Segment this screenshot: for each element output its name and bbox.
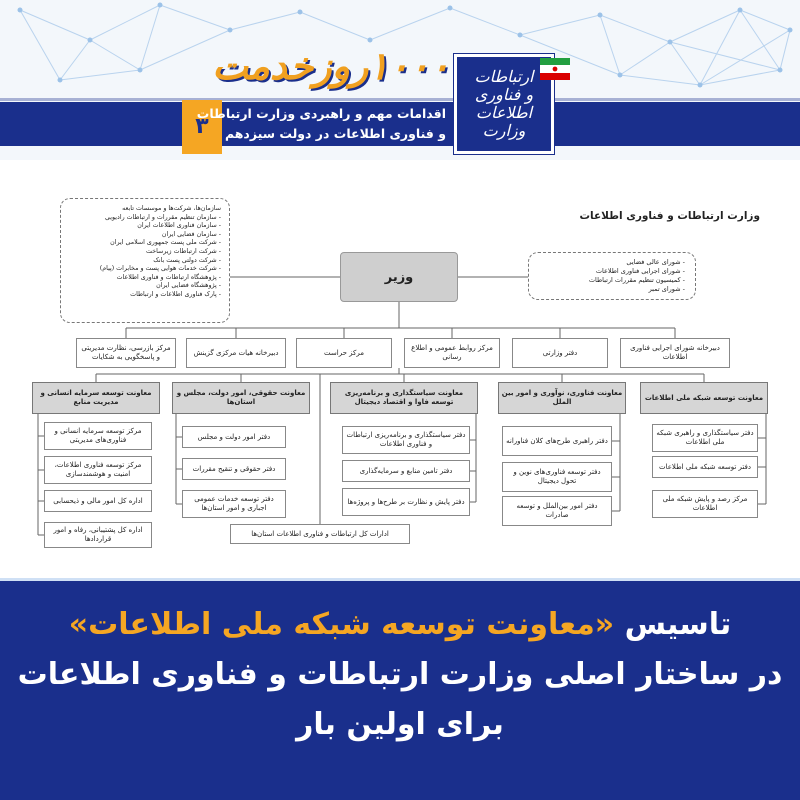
network-node (138, 68, 143, 73)
network-node (18, 8, 23, 13)
affiliated-org-item: - سازمان تنظیم مقررات و ارتباطات رادیویی (105, 213, 221, 221)
office-label: دفتر تامین منابع و سرمایه‌گذاری (359, 466, 453, 475)
deputy-box (498, 382, 626, 414)
headline-line-3: برای اولین بار (296, 707, 504, 742)
network-node (788, 28, 793, 33)
council-item: - شورای اجرایی فناوری اطلاعات (595, 267, 685, 275)
affiliated-org-item: - سازمان فضایی ایران (161, 230, 221, 238)
affiliated-org-item: - شرکت خدمات هوایی پست و مخابرات (پیام) (99, 265, 221, 273)
office-label: مرکز توسعه فناوری اطلاعات، امنیت و هوشمندسازی (54, 461, 142, 478)
staff-unit-box (296, 338, 392, 368)
affiliated-org-item: - پارک فناوری اطلاعات و ارتباطات (130, 290, 221, 298)
network-node (298, 10, 303, 15)
deputy-box (640, 382, 768, 414)
network-node (738, 8, 743, 13)
network-node (58, 78, 63, 83)
network-line (160, 5, 230, 30)
deputy-title: معاونت توسعه سرمایه انسانی و مدیریت منابع (40, 389, 152, 406)
office-label: دفتر توسعه شبکه ملی اطلاعات (659, 462, 751, 471)
deputy-title: معاونت سیاستگذاری و برنامه‌ریزی توسعه فاوا و اقتصاد دیجیتال (344, 389, 464, 406)
headline-prefix: تاسیس (614, 607, 732, 642)
affiliated-org-item: - شرکت ارتباطات زیرساخت (146, 247, 221, 255)
network-line (620, 42, 670, 75)
staff-unit-label: مرکز روابط عمومی و اطلاع رسانی (411, 344, 493, 361)
staff-unit-label: مرکز حراست (324, 348, 364, 357)
iran-flag-icon (540, 58, 570, 80)
headline-line-1 (0, 600, 800, 650)
page-number-badge: ۳ (182, 100, 222, 154)
staff-unit-box (186, 338, 286, 368)
network-line (20, 10, 90, 40)
network-node (618, 73, 623, 78)
network-line (90, 40, 140, 70)
affiliated-org-item: سازمان‌ها، شرکت‌ها و موسسات تابعه (122, 205, 221, 212)
org-chart-title: وزارت ارتباطات و فناوری اطلاعات (579, 210, 760, 222)
office-box (502, 496, 612, 526)
office-box (652, 424, 758, 452)
council-item: - شورای عالی فضایی (626, 258, 685, 266)
headline-line-2: در ساختار اصلی وزارت ارتباطات و فناوری اطلاعات (17, 657, 783, 692)
network-line (20, 10, 60, 80)
office-box (652, 456, 758, 478)
office-box (342, 488, 470, 516)
deputy-box (172, 382, 310, 414)
affiliated-org-item: - شرکت ملی پست جمهوری اسلامی ایران (110, 239, 221, 247)
affiliated-org-item: - پژوهشگاه فضایی ایران (156, 282, 221, 290)
network-node (158, 3, 163, 8)
office-box (652, 490, 758, 518)
deputy-title: معاونت فناوری، نوآوری و امور بین الملل (501, 389, 623, 406)
council-item: - کمیسیون تنظیم مقررات ارتباطات (588, 276, 685, 284)
network-node (228, 28, 233, 33)
staff-unit-label: دبیرخانه هیات مرکزی گزینش (193, 348, 279, 357)
campaign-title: ۱۰۰۰روزخدمت (212, 44, 450, 88)
staff-unit-box (620, 338, 730, 368)
network-line (600, 15, 670, 42)
network-line (140, 5, 160, 70)
office-box (44, 422, 152, 450)
network-node (88, 38, 93, 43)
provincial-offices-box (230, 524, 410, 544)
deputy-box (330, 382, 478, 414)
office-box (44, 522, 152, 548)
staff-unit-label: دفتر وزارتی (542, 348, 578, 357)
network-line (620, 75, 700, 85)
subtitle-line-2: و فناوری اطلاعات در دولت سیزدهم (224, 126, 446, 141)
network-line (740, 10, 790, 30)
office-box (502, 426, 612, 456)
office-box (502, 462, 612, 492)
org-chart (0, 160, 800, 578)
office-label: دفتر حقوقی و تنقیح مقررات (192, 464, 276, 473)
staff-unit-box (512, 338, 608, 368)
headline-highlight: «معاونت توسعه شبکه ملی اطلاعات» (68, 607, 615, 642)
office-label: دفتر سیاستگذاری و برنامه‌ریزی ارتباطات و فناوری اطلاعات (346, 431, 466, 448)
office-label: دفتر امور بین‌الملل و توسعه صادرات (516, 502, 598, 519)
network-line (670, 10, 740, 42)
deputy-box (32, 382, 160, 414)
network-line (230, 12, 300, 30)
provincial-offices-label: ادارات کل ارتباطات و فناوری اطلاعات استان‌ها (251, 529, 389, 538)
network-line (370, 8, 450, 40)
staff-unit-label: دبیرخانه شورای اجرایی فناوری اطلاعات (630, 344, 720, 361)
office-label: دفتر توسعه فناوری‌های نوین و تحول دیجیتال (513, 468, 601, 485)
office-label: دفتر سیاستگذاری و راهبری شبکه ملی اطلاعات (656, 429, 754, 446)
office-box (342, 426, 470, 454)
network-line (90, 5, 160, 40)
affiliated-org-item: - سازمان فناوری اطلاعات ایران (137, 222, 221, 230)
office-box (182, 458, 286, 480)
staff-unit-box (404, 338, 500, 368)
office-box (342, 460, 470, 482)
header-divider (0, 98, 800, 101)
deputy-title: معاونت توسعه شبکه ملی اطلاعات (644, 393, 764, 402)
office-box (182, 426, 286, 448)
minister-box (340, 252, 458, 302)
affiliated-org-item: - پژوهشگاه ارتباطات و فناوری اطلاعات (116, 273, 221, 281)
header-subtitle (196, 104, 446, 144)
headline (0, 600, 800, 750)
network-node (668, 40, 673, 45)
network-line (300, 12, 370, 40)
network-node (518, 33, 523, 38)
network-node (598, 13, 603, 18)
network-node (698, 83, 703, 88)
network-line (60, 40, 90, 80)
minister-label: وزیر (384, 269, 414, 285)
network-line (450, 8, 520, 35)
office-label: دفتر توسعه خدمات عمومی اجباری و امور استان‌ها (194, 495, 274, 512)
network-line (700, 10, 740, 85)
deputy-title: معاونت حقوقی، امور دولت، مجلس و استان‌ها (176, 389, 306, 406)
office-label: اداره کل امور مالی و ذیحسابی (53, 496, 143, 505)
staff-unit-label: مرکز بازرسی، نظارت مدیریتی و پاسخگویی به شکایات (81, 344, 171, 361)
office-label: دفتر امور دولت و مجلس (197, 432, 271, 441)
office-label: اداره کل پشتیبانی، رفاه و امور قراردادها (53, 526, 143, 543)
affiliated-org-item: - شرکت دولتی پست بانک (153, 256, 221, 264)
headline-divider (0, 578, 800, 581)
office-label: دفتر پایش و نظارت بر طرح‌ها و پروژه‌ها (347, 497, 465, 506)
office-box (44, 456, 152, 484)
office-label: مرکز رصد و پایش شبکه ملی اطلاعات (662, 495, 748, 512)
affiliated-organizations-box (60, 198, 230, 323)
office-box (182, 490, 286, 518)
network-node (778, 68, 783, 73)
council-item: - شورای تمبر (648, 285, 685, 293)
office-box (44, 490, 152, 512)
network-line (600, 15, 620, 75)
network-line (520, 15, 600, 35)
network-line (60, 70, 140, 80)
network-line (780, 30, 790, 70)
ministry-logo (454, 54, 554, 154)
subtitle-line-1: اقدامات مهم و راهبردی وزارت ارتباطات (196, 106, 446, 121)
office-label: مرکز توسعه سرمایه انسانی و فناوری‌های مدیریتی (54, 427, 142, 444)
councils-box (528, 252, 696, 300)
network-node (448, 6, 453, 11)
logo-text: ارتباطات و فناوری اطلاعات وزارت (474, 67, 534, 140)
header (0, 0, 800, 160)
staff-unit-box (76, 338, 176, 368)
office-label: دفتر راهبری طرح‌های کلان فناورانه (506, 436, 608, 445)
